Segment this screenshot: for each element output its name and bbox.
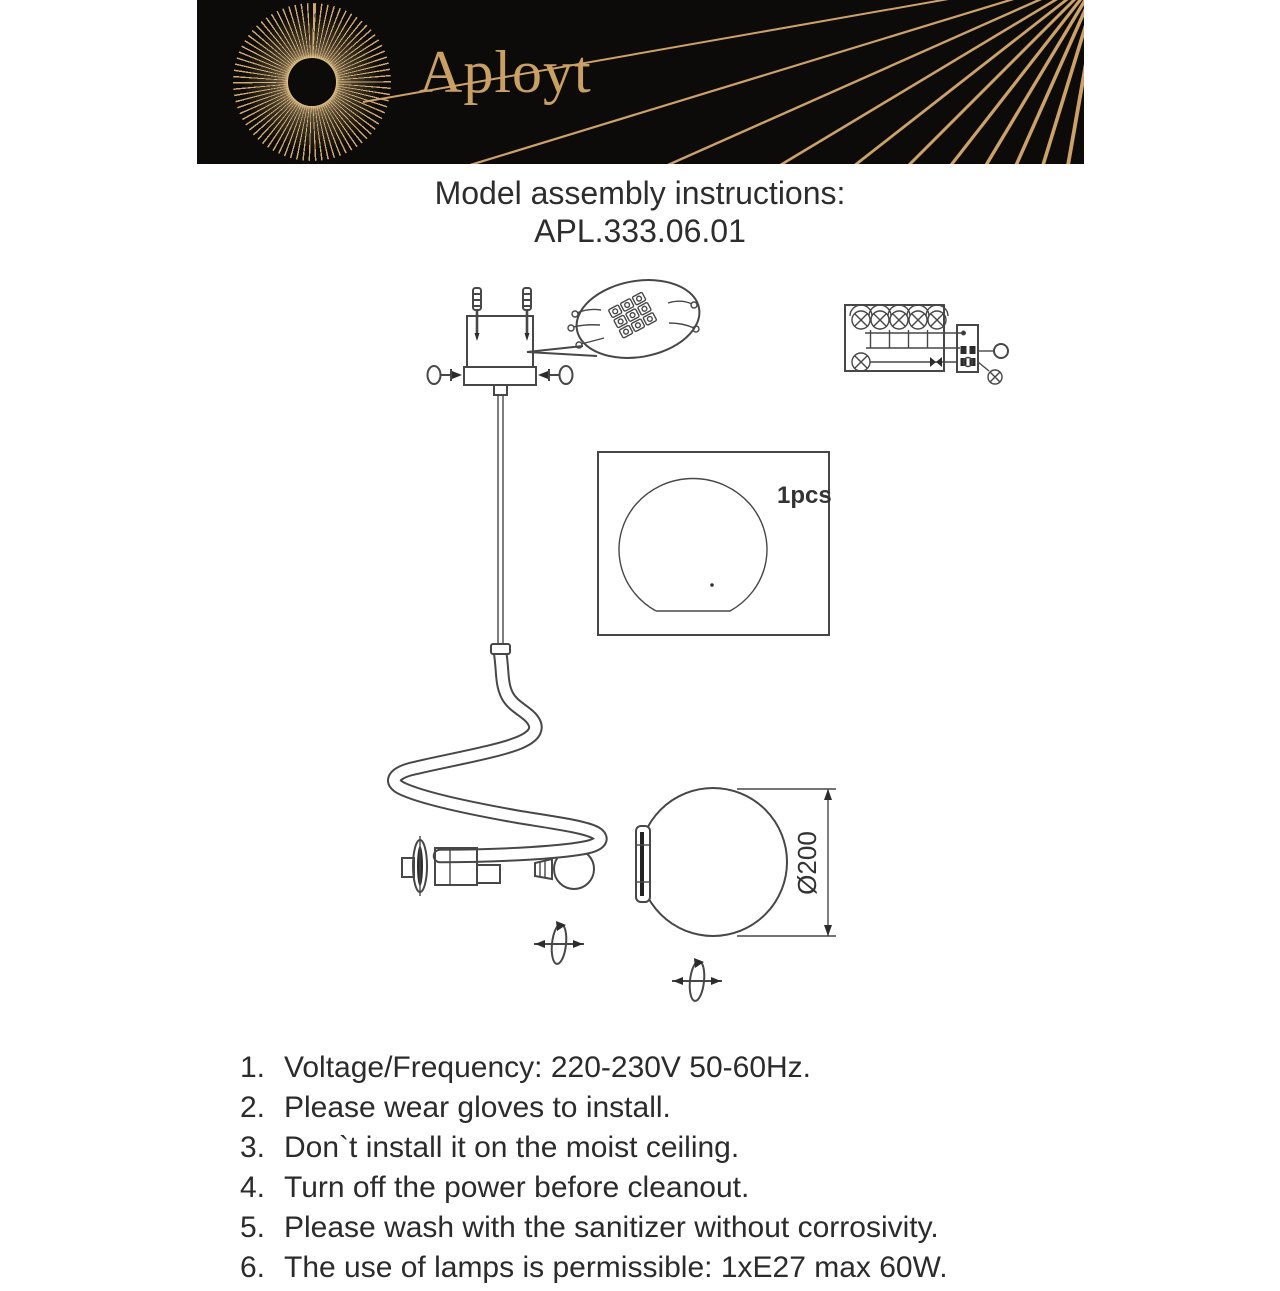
socket-assembly-drawing (402, 836, 500, 896)
instruction-text: The use of lamps is permissible: 1xE27 max 60W. (284, 1251, 948, 1284)
spiral-tube-drawing (394, 644, 600, 856)
instruction-item (240, 1091, 948, 1131)
instruction-text: Please wear gloves to install. (284, 1091, 671, 1124)
instruction-text: Don`t install it on the moist ceiling. (284, 1131, 740, 1164)
diameter-label: Ø200 (792, 831, 822, 895)
instructions-list (240, 1051, 948, 1291)
instruction-text: Please wash with the sanitizer without corrosivity. (284, 1211, 939, 1244)
instruction-item (240, 1251, 948, 1291)
shade-quantity-box (598, 452, 832, 635)
title-line1: Model assembly instructions: (434, 175, 846, 211)
ceiling-mount-drawing (428, 288, 573, 395)
instruction-text: Turn off the power before cleanout. (284, 1171, 750, 1204)
pcs-label: 1pcs (777, 482, 832, 509)
wiring-schematic (845, 305, 1008, 384)
title-line2: APL.333.06.01 (534, 213, 746, 249)
pendant-cord (498, 395, 503, 646)
terminal-block-detail (527, 271, 706, 367)
instruction-item (240, 1051, 948, 1091)
rotation-arrow-icon (534, 921, 584, 965)
shade-dimension-drawing (636, 788, 836, 936)
instruction-text: Voltage/Frequency: 220-230V 50-60Hz. (284, 1051, 812, 1084)
instruction-number: 5. (240, 1211, 266, 1244)
brand-name: Aployt (419, 39, 592, 105)
instruction-item (240, 1211, 948, 1251)
instruction-number: 2. (240, 1091, 266, 1124)
instruction-number: 3. (240, 1131, 266, 1164)
rotation-arrow-icon (672, 958, 722, 1002)
instruction-item (240, 1131, 948, 1171)
instruction-item (240, 1171, 948, 1211)
instruction-number: 4. (240, 1171, 266, 1204)
instruction-number: 6. (240, 1251, 266, 1284)
instruction-number: 1. (240, 1051, 266, 1084)
